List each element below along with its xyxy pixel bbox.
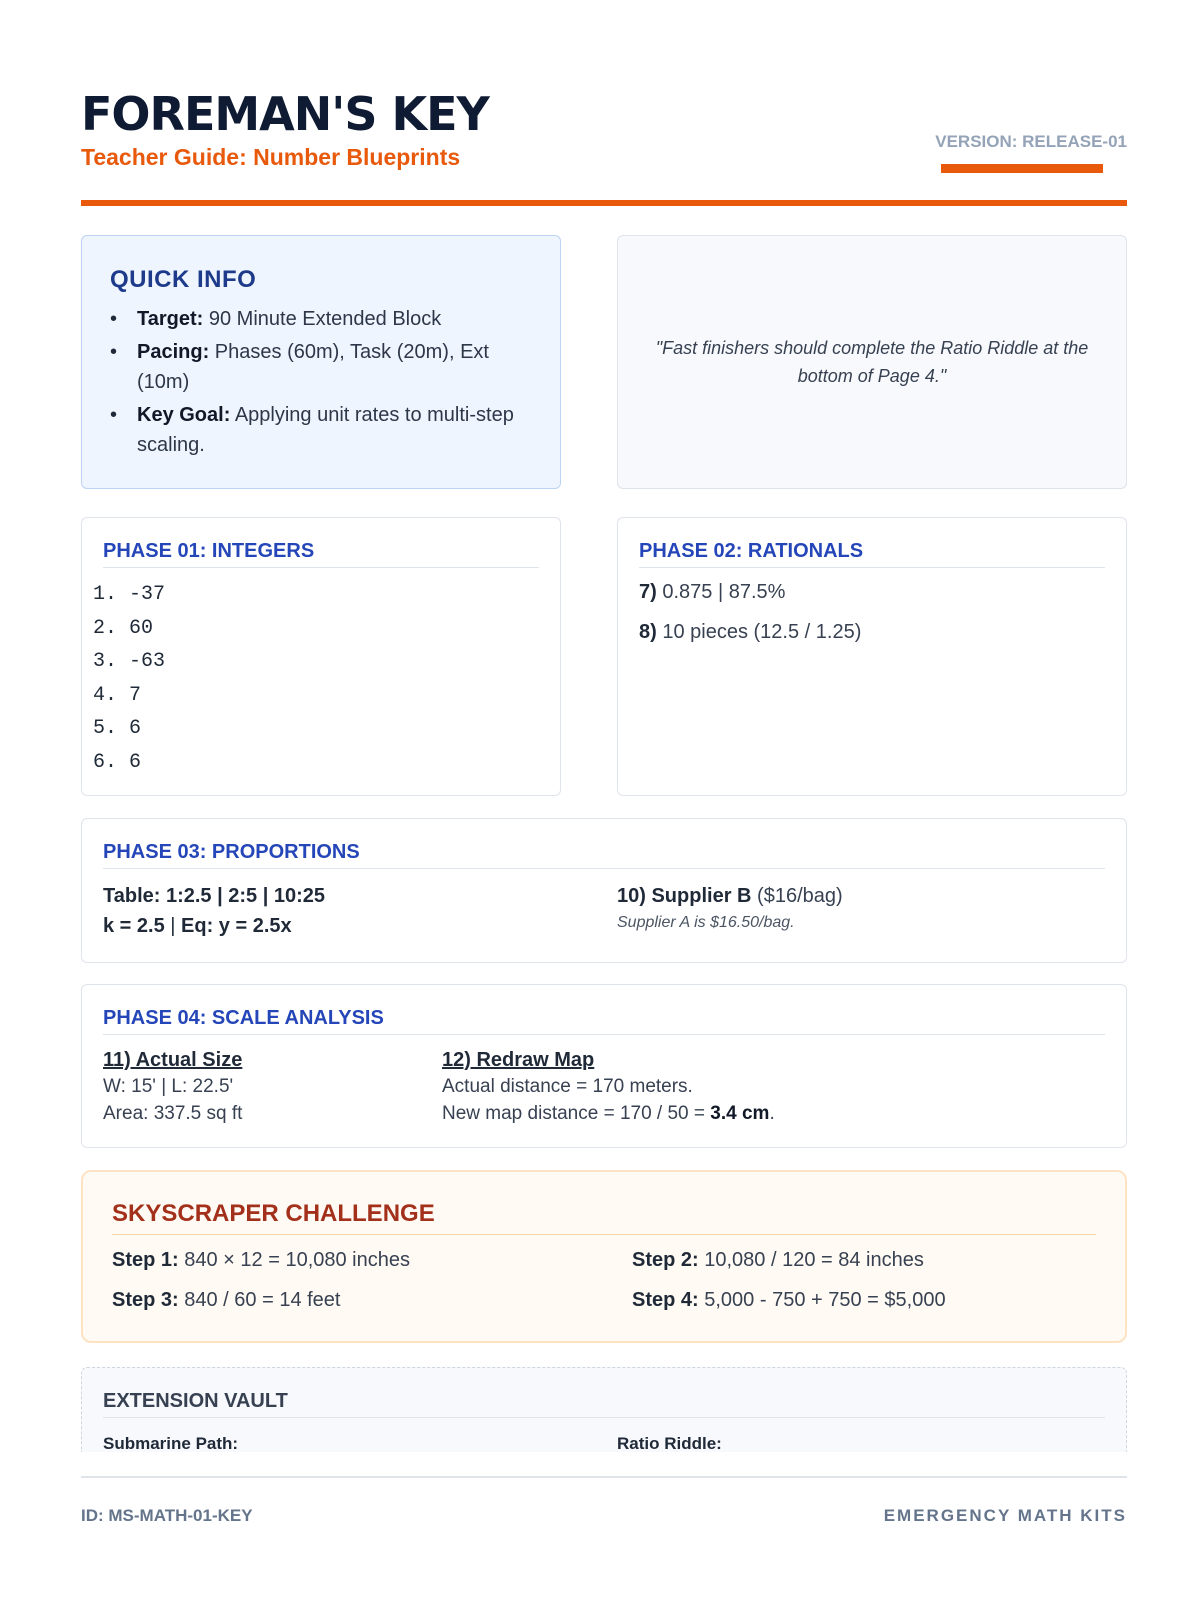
ratio-riddle-label: Ratio Riddle: <box>617 1434 722 1452</box>
answer-text: 10 pieces (12.5 / 1.25) <box>656 621 862 643</box>
question-label: 10) Supplier B <box>617 885 752 907</box>
question-number: 8) <box>639 621 657 643</box>
quick-info-panel <box>81 235 561 489</box>
item-label: Pacing: <box>137 341 210 363</box>
answer-item: 1. -37 <box>93 583 166 606</box>
item-label: Target: <box>137 308 204 330</box>
phase-heading: PHASE 04: SCALE ANALYSIS <box>103 1007 1105 1035</box>
list-item <box>110 337 532 397</box>
challenge-step <box>632 1287 1102 1313</box>
step-text: 10,080 / 120 = 84 inches <box>698 1249 924 1271</box>
fast-finisher-note <box>617 235 1127 489</box>
submarine-path-label: Submarine Path: <box>103 1434 239 1452</box>
answer-item: 4. 7 <box>93 683 142 707</box>
step-label: Step 4: <box>632 1289 699 1311</box>
answer-item: 5. 6 <box>93 717 142 740</box>
list-item <box>110 304 532 334</box>
answer-line: Area: 337.5 sq ft <box>103 1103 243 1124</box>
phase-03-card <box>81 818 1127 963</box>
answer-list <box>93 578 539 779</box>
answer-line: W: 15' | L: 22.5' <box>103 1076 234 1097</box>
answer-item <box>639 620 1105 644</box>
question-number: 7) <box>639 581 657 603</box>
document-id: ID: MS-MATH-01-KEY <box>81 1506 253 1525</box>
answer-item: 6. 6 <box>93 750 142 774</box>
quick-info-list <box>110 304 532 460</box>
skyscraper-challenge-card <box>81 1170 1127 1343</box>
phase-02-card <box>617 517 1127 796</box>
extension-vault-panel <box>81 1367 1127 1452</box>
brand-name: EMERGENCY MATH KITS <box>883 1506 1127 1525</box>
answer-line: Actual distance = 170 meters. <box>442 1076 693 1097</box>
phase-04-card <box>81 984 1127 1148</box>
answer-result: 3.4 cm <box>710 1103 770 1124</box>
footer-divider <box>81 1476 1127 1478</box>
redraw-map-answer <box>442 1047 775 1127</box>
equation: Eq: y = 2.5x <box>181 915 292 937</box>
challenge-step <box>112 1247 632 1273</box>
item-label: Key Goal: <box>137 404 231 426</box>
answer-item <box>639 580 1105 604</box>
k-value: k = 2.5 <box>103 915 165 937</box>
page-title: FOREMAN'S KEY <box>81 87 489 141</box>
challenge-heading: SKYSCRAPER CHALLENGE <box>112 1200 1096 1235</box>
supplier-answer <box>617 881 843 941</box>
phase-heading: PHASE 01: INTEGERS <box>103 540 539 568</box>
phase-01-card <box>81 517 561 796</box>
quote-text: "Fast finishers should complete the Ratio Riddle at the bottom of Page 4." <box>655 338 1089 386</box>
actual-size-answer <box>103 1047 442 1127</box>
answer-text: ($16/bag) <box>751 885 843 907</box>
step-label: Step 1: <box>112 1249 179 1271</box>
step-label: Step 2: <box>632 1249 699 1271</box>
question-title: 12) Redraw Map <box>442 1049 595 1071</box>
table-ratios: Table: 1:2.5 | 2:5 | 10:25 <box>103 885 326 907</box>
answer-item <box>617 881 843 911</box>
vault-heading: EXTENSION VAULT <box>103 1390 1105 1418</box>
answer-line <box>442 1100 775 1127</box>
phase-heading: PHASE 02: RATIONALS <box>639 540 1105 568</box>
page-subtitle: Teacher Guide: Number Blueprints <box>81 144 461 170</box>
answer-item: 2. 60 <box>93 616 154 640</box>
header-divider <box>81 200 1127 206</box>
document-header <box>81 86 1127 208</box>
item-text: 90 Minute Extended Block <box>203 308 442 330</box>
answer-item: 3. -63 <box>93 650 166 673</box>
challenge-step <box>112 1287 632 1313</box>
constant-equation <box>103 911 617 941</box>
proportion-table-answer <box>103 881 617 941</box>
separator: | <box>164 915 182 937</box>
item-text: Phases (60m), Task (20m), Ext (10m) <box>137 341 489 393</box>
answer-text: New map distance = 170 / 50 = <box>442 1103 711 1124</box>
answer-note: Supplier A is $16.50/bag. <box>617 914 795 931</box>
question-title: 11) Actual Size <box>103 1049 243 1071</box>
step-text: 840 × 12 = 10,080 inches <box>178 1249 410 1271</box>
list-item <box>110 400 532 460</box>
quick-info-heading: QUICK INFO <box>110 266 257 293</box>
challenge-step <box>632 1247 1102 1273</box>
version-underline <box>941 164 1103 173</box>
answer-text: 0.875 | 87.5% <box>656 581 786 603</box>
item-text: Applying unit rates to multi-step scaling. <box>137 404 514 456</box>
step-text: 5,000 - 750 + 750 = $5,000 <box>698 1289 946 1311</box>
phase-heading: PHASE 03: PROPORTIONS <box>103 841 1105 869</box>
step-text: 840 / 60 = 14 feet <box>178 1289 341 1311</box>
version-label: VERSION: RELEASE-01 <box>935 132 1127 151</box>
step-label: Step 3: <box>112 1289 179 1311</box>
answer-suffix: . <box>769 1103 775 1124</box>
